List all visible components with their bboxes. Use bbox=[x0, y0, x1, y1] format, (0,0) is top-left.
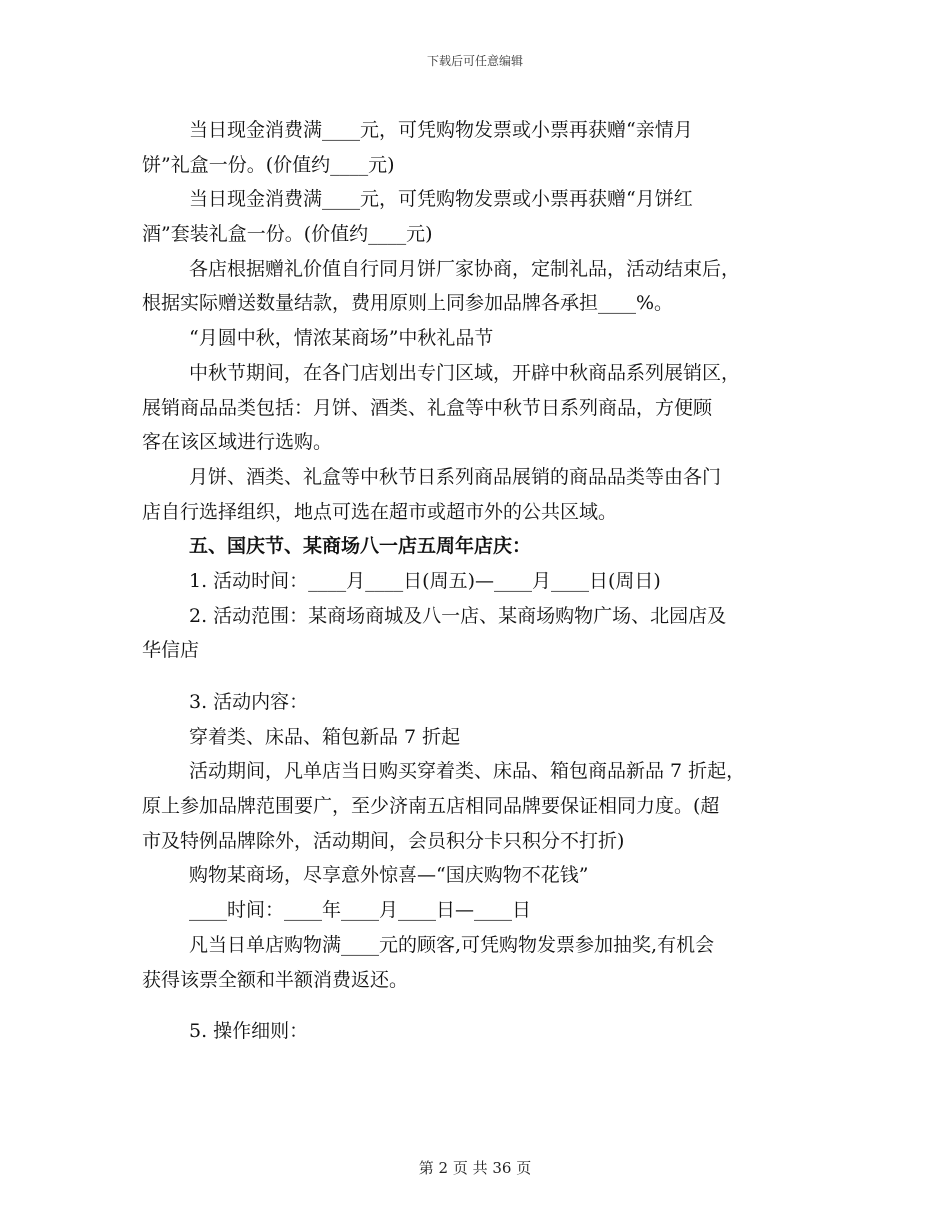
paragraph-line: 酒”套装礼盒一份。(价值约____元) bbox=[142, 223, 433, 246]
paragraph-line: 当日现金消费满____元，可凭购物发票或小票再获赠“亲情月 bbox=[189, 119, 693, 141]
paragraph-line: 各店根据赠礼价值自行同月饼厂家协商，定制礼品，活动结束后， bbox=[189, 257, 741, 280]
paragraph-line: 根据实际赠送数量结款，费用原则上同参加品牌各承担____%。 bbox=[142, 292, 674, 315]
paragraph-line: 中秋节期间，在各门店划出专门区域，开辟中秋商品系列展销区， bbox=[189, 361, 741, 384]
section-subtitle: “月圆中秋，情浓某商场”中秋礼品节 bbox=[189, 327, 494, 350]
paragraph-line: 月饼、酒类、礼盒等中秋节日系列商品展销的商品品类等由各门 bbox=[189, 465, 722, 488]
paragraph-line: 获得该票全额和半额消费返还。 bbox=[142, 968, 409, 991]
document-body bbox=[142, 113, 812, 1049]
paragraph-line: 购物某商场，尽享意外惊喜—“国庆购物不花钱” bbox=[189, 864, 589, 887]
section-heading: 五、国庆节、某商场八一店五周年店庆： bbox=[189, 535, 532, 558]
paragraph-line: 活动期间，凡单店当日购买穿着类、床品、箱包商品新品 7 折起， bbox=[189, 760, 746, 783]
paragraph-line: 展销商品品类包括：月饼、酒类、礼盒等中秋节日系列商品，方便顾 bbox=[142, 396, 713, 419]
numbered-item: 5. 操作细则： bbox=[189, 1020, 309, 1043]
page-header: 下载后可任意编辑 bbox=[426, 54, 523, 68]
paragraph-line: 华信店 bbox=[142, 639, 200, 662]
page-footer: 第 2 页 共 36 页 bbox=[418, 1159, 532, 1177]
numbered-item: 3. 活动内容： bbox=[189, 691, 309, 713]
numbered-item: 1. 活动时间：____月____日(周五)—____月____日(周日) bbox=[189, 569, 661, 592]
paragraph-line: 客在该区域进行选购。 bbox=[142, 431, 333, 454]
numbered-item: 2. 活动范围：某商场商城及八一店、某商场购物广场、北园店及 bbox=[189, 604, 727, 627]
paragraph-line: 当日现金消费满____元，可凭购物发票或小票再获赠“月饼红 bbox=[189, 188, 693, 211]
paragraph-line: 穿着类、床品、箱包新品 7 折起 bbox=[189, 725, 461, 748]
paragraph-line: 市及特例品牌除外，活动期间，会员积分卡只积分不打折) bbox=[142, 829, 625, 852]
paragraph-line: 店自行选择组织，地点可选在超市或超市外的公共区域。 bbox=[142, 500, 618, 523]
paragraph-line: 凡当日单店购物满____元的顾客,可凭购物发票参加抽奖,有机会 bbox=[189, 933, 715, 956]
paragraph-line: 饼”礼盒一份。(价值约____元) bbox=[142, 153, 395, 176]
paragraph-line: 原上参加品牌范围要广，至少济南五店相同品牌要保证相同力度。(超 bbox=[142, 795, 720, 818]
paragraph-line: ____时间：____年____月____日—____日 bbox=[189, 899, 532, 922]
